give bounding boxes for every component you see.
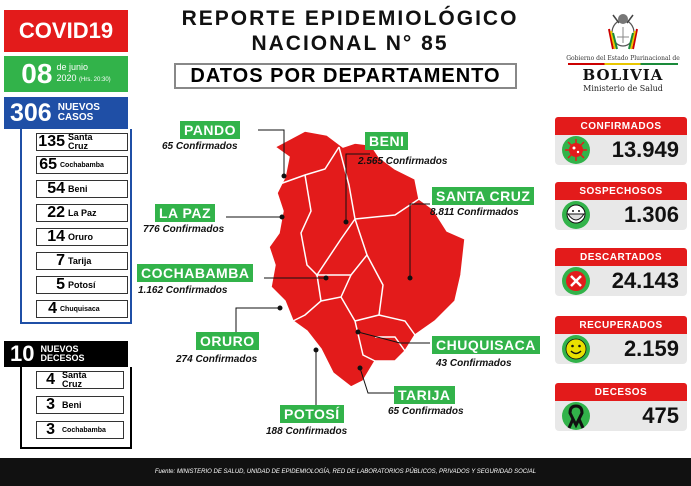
dept-name: Beni <box>62 399 82 410</box>
stat-label: DESCARTADOS <box>555 248 687 266</box>
confirmed-pando: 65 Confirmados <box>162 141 238 152</box>
dept-name: Cochabamba <box>62 426 106 434</box>
stat-label: DECESOS <box>555 383 687 401</box>
report-title: REPORTE EPIDEMIOLÓGICO <box>181 7 519 30</box>
case-count: 22 <box>47 204 65 221</box>
confirmed-beni: 2.565 Confirmados <box>358 156 448 167</box>
new-deaths-label-2: DECESOS <box>40 353 85 363</box>
stat-value: 24.143 <box>611 268 679 293</box>
dept-label-chuquisaca: CHUQUISACA <box>432 336 540 354</box>
confirmed-lapaz: 776 Confirmados <box>143 224 225 235</box>
case-count: 5 <box>56 276 65 293</box>
case-count: 135 <box>38 133 65 150</box>
dept-label-oruro: ORURO <box>196 332 259 350</box>
date-hour: (Hrs. 20:30) <box>79 77 111 83</box>
dept-name: Cochabamba <box>60 161 104 169</box>
report-subtitle: DATOS POR DEPARTAMENTO <box>174 63 517 89</box>
new-cases-label-1: NUEVOS <box>57 102 100 113</box>
case-count: 7 <box>56 252 65 269</box>
dept-label-potosi: POTOSÍ <box>280 405 344 423</box>
stat-suspected <box>555 182 687 230</box>
covid19-badge: COVID19 <box>4 10 128 52</box>
new-deaths-label-1: NUEVOS <box>40 344 79 354</box>
stat-confirmed <box>555 117 687 165</box>
dept-label-lapaz: LA PAZ <box>155 204 215 222</box>
country-name: BOLIVIA <box>582 66 664 84</box>
ministry-name: Ministerio de Salud <box>583 84 663 93</box>
stat-discarded <box>555 248 687 296</box>
stat-value: 1.306 <box>623 202 679 227</box>
case-count: 65 <box>39 156 57 173</box>
ribbon-icon <box>561 401 591 431</box>
date-day: 08 <box>21 58 53 89</box>
mask-icon <box>561 200 591 230</box>
dept-name: Potosí <box>68 279 96 290</box>
confirmed-tarija: 65 Confirmados <box>388 406 464 417</box>
source-footer: Fuente: MINISTERIO DE SALUD, UNIDAD DE EPIDEMIOLOGÍA, RED DE LABORATORIOS PÚBLICOS, PRIVADOS Y SEGURIDAD SOCIAL <box>0 458 691 486</box>
case-count: 4 <box>48 300 57 317</box>
x-circle-icon <box>561 266 591 296</box>
confirmed-chuquisaca: 43 Confirmados <box>436 358 512 369</box>
stat-label: RECUPERADOS <box>555 316 687 334</box>
government-line: Gobierno del Estado Plurinacional de <box>566 55 680 62</box>
dept-name: Santa Cruz <box>68 132 93 151</box>
dept-label-santacruz: SANTA CRUZ <box>432 187 534 205</box>
death-count: 4 <box>46 371 55 388</box>
dept-label-cochabamba: COCHABAMBA <box>137 264 253 282</box>
dept-name: Beni <box>68 183 88 194</box>
confirmed-cochabamba: 1.162 Confirmados <box>138 285 228 296</box>
stat-label: SOSPECHOSOS <box>555 182 687 200</box>
smile-icon <box>561 334 591 364</box>
stat-label: CONFIRMADOS <box>555 117 687 135</box>
dept-name: Oruro <box>68 231 94 242</box>
dept-label-pando: PANDO <box>180 121 240 139</box>
dept-name: La Paz <box>68 207 97 218</box>
stat-value: 2.159 <box>623 336 679 361</box>
stat-value: 13.949 <box>611 137 679 162</box>
new-cases-label-2: CASOS <box>57 112 94 123</box>
dept-name: Tarija <box>68 255 92 266</box>
stat-recovered <box>555 316 687 364</box>
virus-icon <box>561 135 591 165</box>
date-year: 2020 <box>56 73 77 83</box>
dept-name: Chuquisaca <box>60 305 100 313</box>
date-month: de junio <box>56 62 88 72</box>
dept-name: Santa Cruz <box>62 370 87 389</box>
report-number: NACIONAL N° 85 <box>251 32 449 55</box>
new-cases-total: 306 <box>10 98 52 127</box>
dept-label-tarija: TARIJA <box>394 386 455 404</box>
confirmed-potosi: 188 Confirmados <box>266 426 348 437</box>
dept-label-beni: BENI <box>365 132 408 150</box>
stat-deaths <box>555 383 687 431</box>
stat-value: 475 <box>642 403 679 428</box>
case-count: 14 <box>47 228 65 245</box>
confirmed-santacruz: 8.811 Confirmados <box>430 207 519 218</box>
case-count: 54 <box>47 180 65 197</box>
death-count: 3 <box>46 396 55 413</box>
death-count: 3 <box>46 421 55 438</box>
confirmed-oruro: 274 Confirmados <box>176 354 258 365</box>
new-deaths-total: 10 <box>10 341 35 366</box>
